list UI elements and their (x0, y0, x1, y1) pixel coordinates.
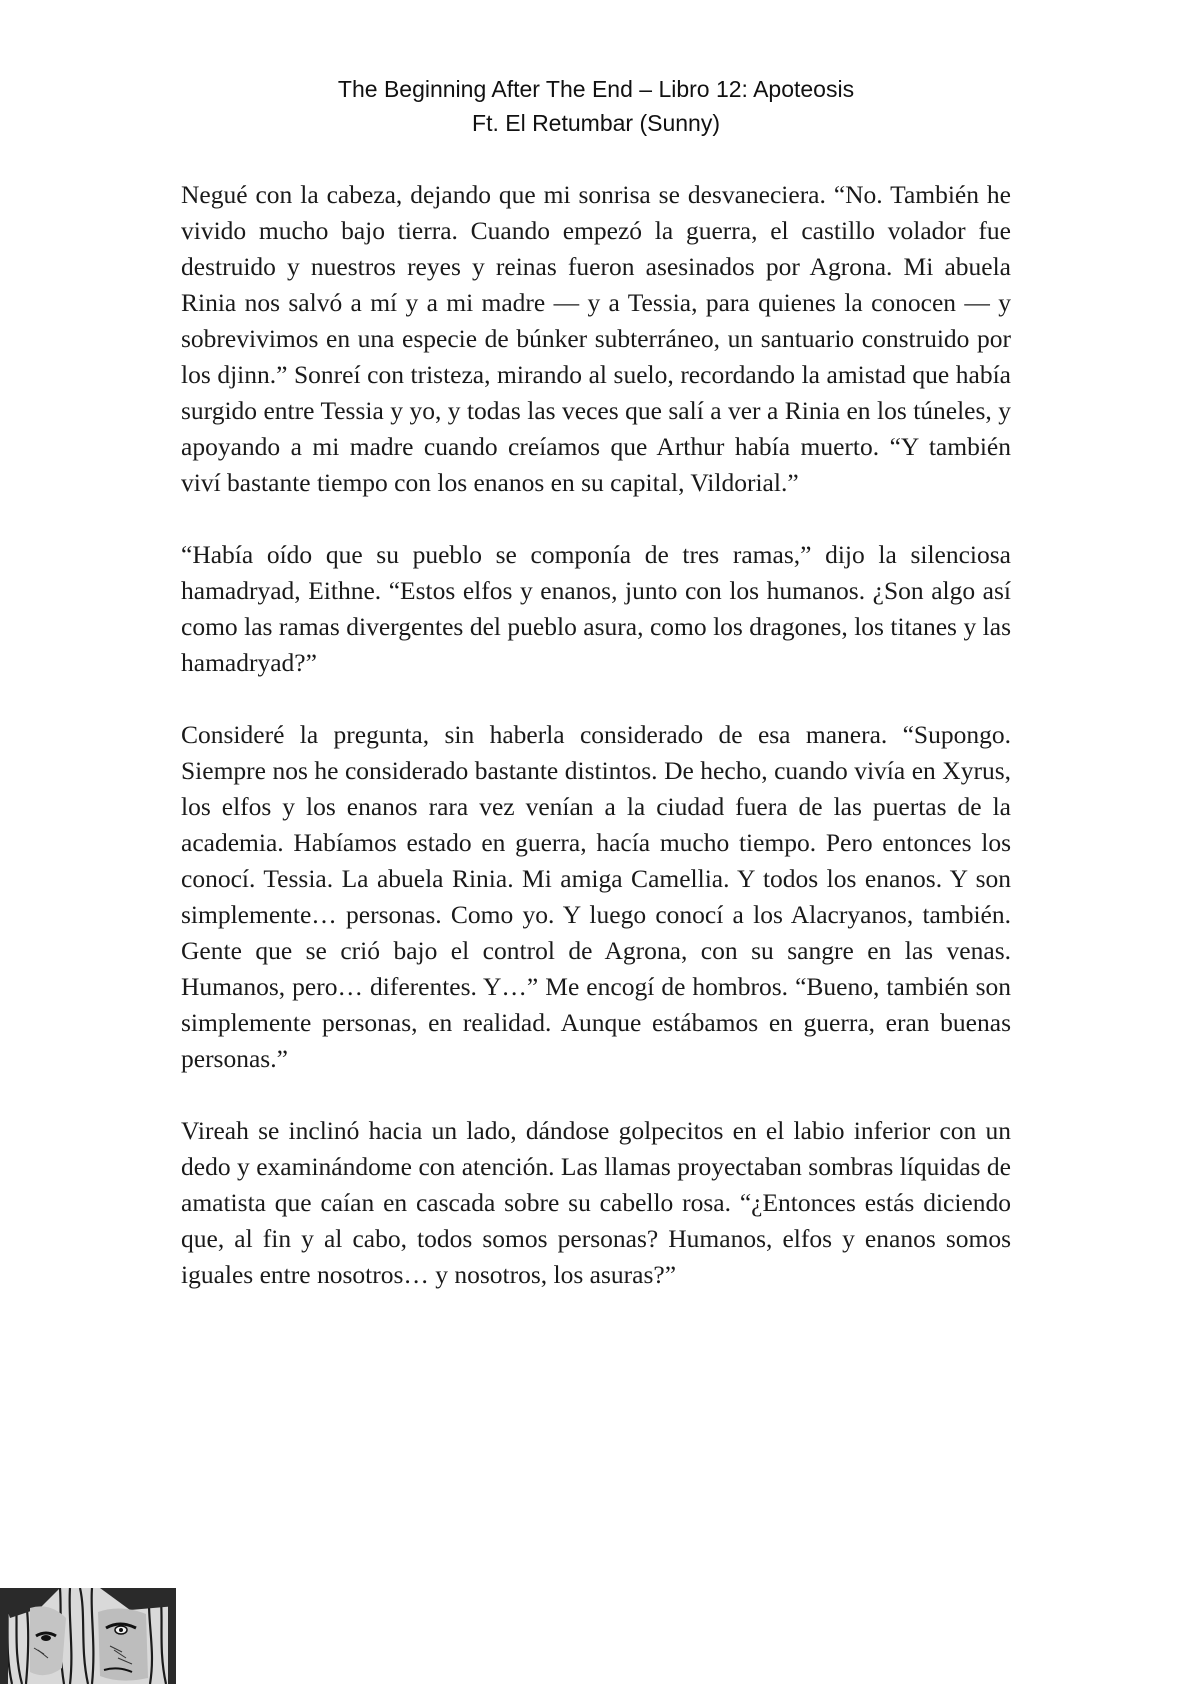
header-subtitle: Ft. El Retumbar (Sunny) (472, 110, 720, 136)
manga-character-illustration (0, 1588, 176, 1684)
paragraph: Negué con la cabeza, dejando que mi sonrisa se desvaneciera. “No. También he vivido mucho bajo tierra. Cuando empezó la guerra, el castillo volador fue destruido y nuestros reyes y reinas fueron asesinados por Agrona. Mi abuela Rinia nos salvó a mí y a mi madre — y a Tessia, para quienes la conocen — y sobrevivimos en una especie de búnker subterráneo, un santuario construido por los djinn.” Sonreí con tristeza, mirando al suelo, recordando la amistad que había surgido entre Tessia y yo, y todas las veces que salí a ver a Rinia en los túneles, y apoyando a mi madre cuando creíamos que Arthur había muerto. “Y también viví bastante tiempo con los enanos en su capital, Vildorial.” (181, 180, 1011, 497)
manga-illustration-icon (0, 1588, 176, 1684)
header-title: The Beginning After The End – Libro 12: Apoteosis (337, 76, 855, 102)
page-header (0, 72, 1192, 140)
paragraph: “Había oído que su pueblo se componía de tres ramas,” dijo la silenciosa hamadryad, Eithne. “Estos elfos y enanos, junto con los humanos. ¿Son algo así como las ramas divergentes del pueblo asura, como los dragones, los titanes y las hamadryad?” (181, 540, 1011, 677)
paragraph: Vireah se inclinó hacia un lado, dándose golpecitos en el labio inferior con un dedo y examinándome con atención. Las llamas proyectaban sombras líquidas de amatista que caían en cascada sobre su cabello rosa. “¿Entonces estás diciendo que, al fin y al cabo, todos somos personas? Humanos, elfos y enanos somos iguales entre nosotros… y nosotros, los asuras?” (181, 1116, 1011, 1289)
body-text (181, 177, 1011, 1329)
paragraph: Consideré la pregunta, sin haberla considerado de esa manera. “Supongo. Siempre nos he considerado bastante distintos. De hecho, cuando vivía en Xyrus, los elfos y los enanos rara vez venían a la ciudad fuera de las puertas de la academia. Habíamos estado en guerra, hacía mucho tiempo. Pero entonces los conocí. Tessia. La abuela Rinia. Mi amiga Camellia. Y todos los enanos. Y son simplemente… personas. Como yo. Y luego conocí a los Alacryanos, también. Gente que se crió bajo el control de Agrona, con su sangre en las venas. Humanos, pero… diferentes. Y…” Me encogí de hombros. “Bueno, también son simplemente personas, en realidad. Aunque estábamos en guerra, eran buenas personas.” (181, 720, 1011, 1073)
